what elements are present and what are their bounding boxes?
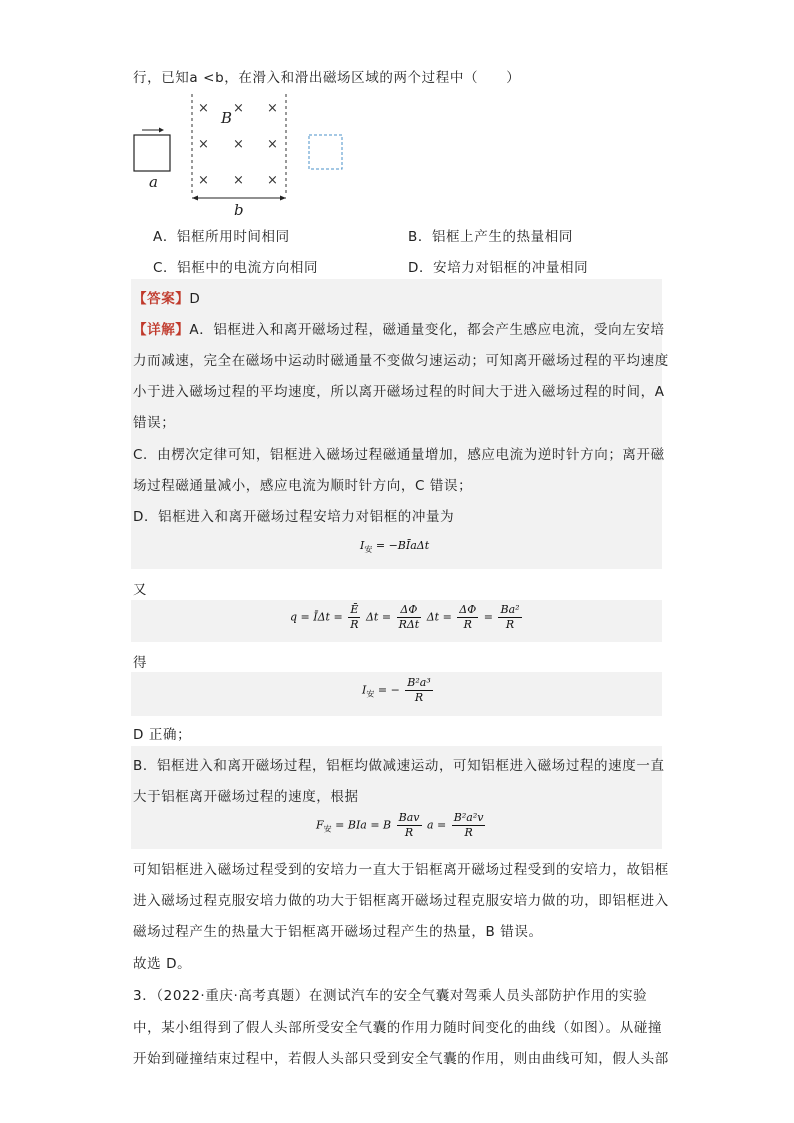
answer-label: 【答案】 [133, 291, 190, 307]
label-b: b [234, 201, 244, 219]
detail-line-2: 力而减速，完全在磁场中运动时磁通量不变做匀速运动；可知离开磁场过程的平均速度 [133, 353, 669, 369]
equation-impulse-result: $I_安$ = − $\frac{\text{B²a³}}{R}$ [362, 676, 431, 704]
detail-line-3: 小于进入磁场过程的平均速度，所以离开磁场过程的时间大于进入磁场过程的时间，A [133, 384, 665, 400]
svg-text:×: × [267, 173, 278, 188]
frame-exit-position [309, 135, 342, 169]
next-question-line-3: 开始到碰撞结束过程中，若假人头部只受到安全气囊的作用，则由曲线可知，假人头部 [133, 1051, 669, 1067]
detail-label: 【详解】 [133, 322, 190, 338]
equation-charge: q = ĪΔt = $\frac{Ē}{R}$ Δt = $\frac{\Delta\Phi}{\text{RΔt}}$ Δt = $\frac{\Delta\Phi}{R}$ = $\frac{\text{Ba²}}{R}$ [290, 603, 520, 631]
field-cross-marks [198, 101, 278, 188]
b-line-2: 大于铝框离开磁场过程的速度，根据 [133, 789, 359, 805]
next-question-line-2: 中，某小组得到了假人头部所受安全气囊的作用力随时间变化的曲线（如图）。从碰撞 [133, 1020, 663, 1036]
conclusion-line-2: 进入磁场过程克服安培力做的功大于铝框离开磁场过程克服安培力做的功，即铝框进入 [133, 893, 669, 909]
svg-text:×: × [267, 137, 278, 152]
label-a: a [149, 173, 158, 191]
option-a: A．铝框所用时间相同 [153, 229, 290, 245]
detail-line-7: D．铝框进入和离开磁场过程安培力对铝框的冲量为 [133, 509, 455, 525]
answer-value: D [189, 291, 201, 307]
svg-text:×: × [198, 137, 209, 152]
svg-text:×: × [267, 101, 278, 116]
svg-text:×: × [233, 101, 244, 116]
answer-line [133, 287, 200, 307]
detail-line-6: 场过程磁通量减小，感应电流为顺时针方向，C 错误； [133, 478, 473, 494]
option-d: D．安培力对铝框的冲量相同 [408, 260, 589, 276]
option-c: C．铝框中的电流方向相同 [153, 260, 319, 276]
next-question-line-1: 3．（2022·重庆·高考真题）在测试汽车的安全气囊对驾乘人员头部防护作用的实验 [133, 988, 648, 1004]
svg-text:×: × [198, 101, 209, 116]
detail-line-5: C．由楞次定律可知，铝框进入磁场过程磁通量增加，感应电流为逆时针方向；离开磁 [133, 447, 665, 463]
equation-impulse: $I_安$ = −BĪaΔt [360, 539, 430, 554]
word-de: 得 [133, 655, 148, 671]
d-correct-text: D 正确； [133, 727, 192, 743]
word-you: 又 [133, 582, 148, 598]
detail-line-1: 【详解】A．铝框进入和离开磁场过程，磁通量变化，都会产生感应电流，受向左安培 [133, 322, 665, 338]
conclusion-line-1: 可知铝框进入磁场过程受到的安培力一直大于铝框离开磁场过程受到的安培力，故铝框 [133, 862, 669, 878]
conclusion-line-3: 磁场过程产生的热量大于铝框离开磁场过程产生的热量，B 错误。 [133, 924, 543, 940]
svg-text:×: × [198, 173, 209, 188]
magnetic-field-figure [130, 92, 360, 220]
aluminum-frame [134, 135, 170, 171]
option-b: B．铝框上产生的热量相同 [408, 229, 573, 245]
svg-text:×: × [233, 137, 244, 152]
svg-text:×: × [233, 173, 244, 188]
equation-force: $F_安$ = BIa = B $\frac{\text{Bav}}{R}$ a = $\frac{\text{B²a²v}}{R}$ [316, 811, 484, 839]
b-line-1: B．铝框进入和离开磁场过程，铝框均做减速运动，可知铝框进入磁场过程的速度一直 [133, 758, 665, 774]
label-B: B [221, 109, 233, 127]
question-intro: 行，已知a <b，在滑入和滑出磁场区域的两个过程中（ ） [133, 70, 521, 86]
detail-line-4: 错误； [133, 415, 176, 431]
final-answer: 故选 D。 [133, 956, 192, 972]
